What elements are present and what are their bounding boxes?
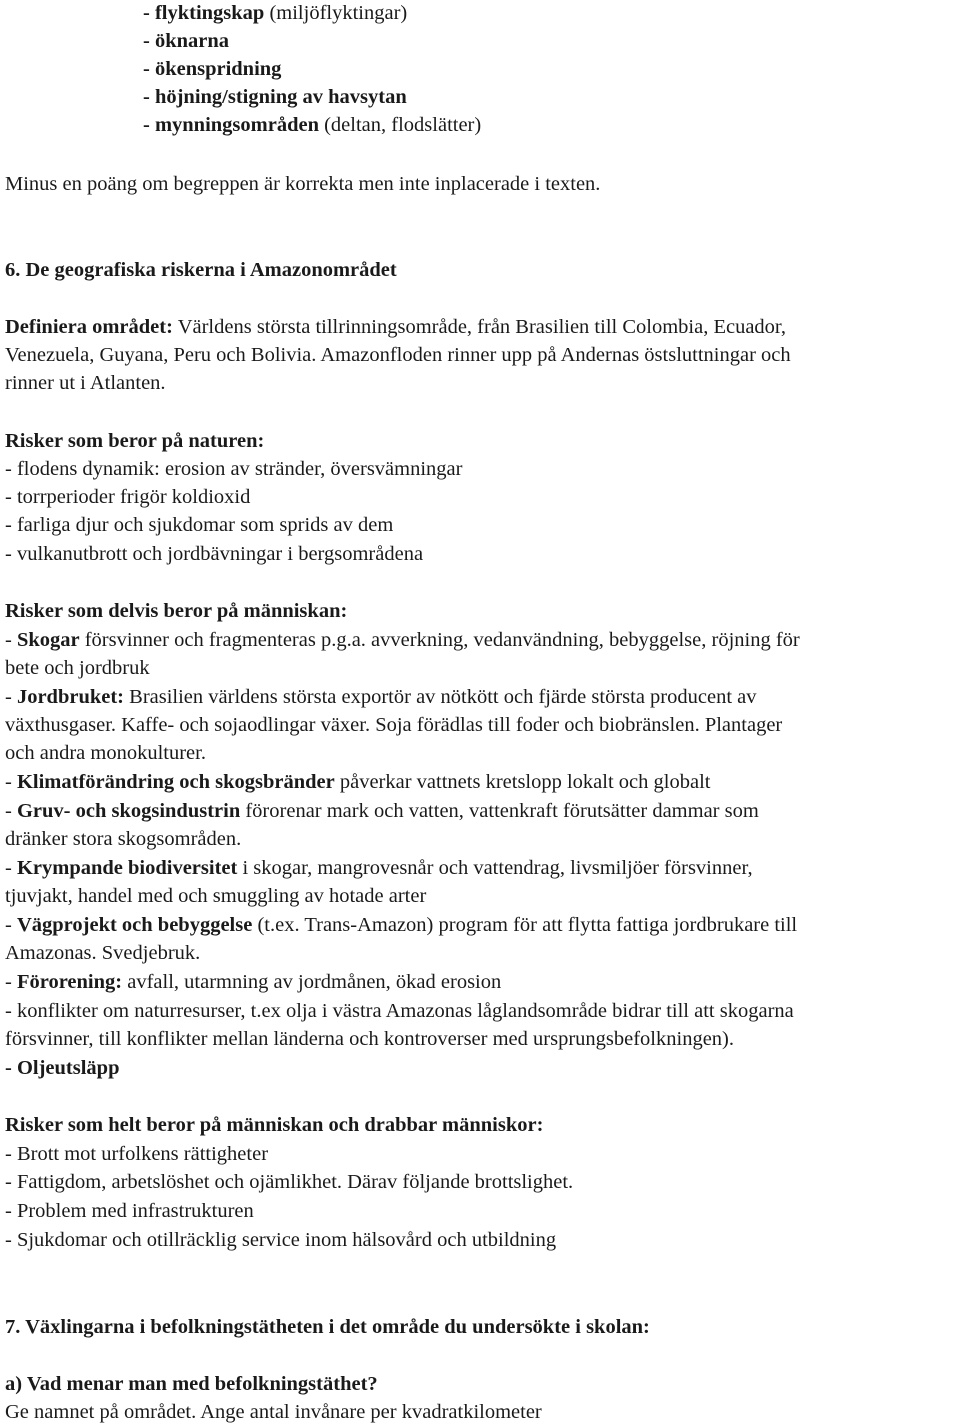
section-heading-q7: 7. Växlingarna i befolkningstätheten i det område du undersökte i skolan: xyxy=(5,1316,650,1338)
list-item: - flodens dynamik: erosion av stränder, översvämningar xyxy=(5,458,463,480)
definition-line: Venezuela, Guyana, Peru och Bolivia. Amazonfloden rinner upp på Andernas östsluttningar och xyxy=(5,344,791,366)
definition-line: Definiera området: Världens största tillrinningsområde, från Brasilien till Colombia, Ecuador, xyxy=(5,316,787,338)
grading-note: Minus en poäng om begreppen är korrekta men inte inplacerade i texten. xyxy=(5,173,601,195)
list-item-continuation: och andra monokulturer. xyxy=(5,742,206,764)
list-item-continuation: Amazonas. Svedjebruk. xyxy=(5,942,201,964)
subheading-partly-human-risks: Risker som delvis beror på människan: xyxy=(5,600,348,622)
list-item: - Fattigdom, arbetslöshet och ojämlikhet. Därav följande brottslighet. xyxy=(5,1171,574,1193)
list-item: - ökenspridning xyxy=(143,58,282,80)
list-item: - torrperioder frigör koldioxid xyxy=(5,486,251,508)
list-item: - Problem med infrastrukturen xyxy=(5,1200,254,1222)
list-item: - Oljeutsläpp xyxy=(5,1057,120,1079)
list-item: - Jordbruket: Brasilien världens största exportör av nötkött och fjärde största producent av xyxy=(5,686,757,708)
subheading-nature-risks: Risker som beror på naturen: xyxy=(5,430,265,452)
list-item: - vulkanutbrott och jordbävningar i bergsområdena xyxy=(5,543,424,565)
list-item: - Förorening: avfall, utarmning av jordmånen, ökad erosion xyxy=(5,971,502,993)
list-item-continuation: dränker stora skogsområden. xyxy=(5,828,242,850)
definition-line: rinner ut i Atlanten. xyxy=(5,372,166,394)
list-item: - Skogar försvinner och fragmenteras p.g.a. avverkning, vedanvändning, bebyggelse, röjning för xyxy=(5,629,800,651)
list-item: - konflikter om naturresurser, t.ex olja i västra Amazonas låglandsområde bidrar till att skogarna xyxy=(5,1000,794,1022)
list-item-continuation: bete och jordbruk xyxy=(5,657,150,679)
list-item: - Klimatförändring och skogsbränder påverkar vattnets kretslopp lokalt och globalt xyxy=(5,771,711,793)
list-item: - farliga djur och sjukdomar som sprids av dem xyxy=(5,514,394,536)
list-item: - höjning/stigning av havsytan xyxy=(143,86,407,108)
subquestion-text: Ge namnet på området. Ange antal invånare per kvadratkilometer xyxy=(5,1401,542,1423)
list-item: - Gruv- och skogsindustrin förorenar mark och vatten, vattenkraft förutsätter dammar som xyxy=(5,800,759,822)
list-item: - Vägprojekt och bebyggelse (t.ex. Trans-Amazon) program för att flytta fattiga jordbrukare till xyxy=(5,914,798,936)
section-heading-q6: 6. De geografiska riskerna i Amazonområdet xyxy=(5,259,397,281)
list-item-continuation: tjuvjakt, handel med och smuggling av hotade arter xyxy=(5,885,427,907)
subquestion-heading-7a: a) Vad menar man med befolkningstäthet? xyxy=(5,1373,378,1395)
list-item: - Sjukdomar och otillräcklig service inom hälsovård och utbildning xyxy=(5,1229,557,1251)
list-item: - Krympande biodiversitet i skogar, mangrovesnår och vattendrag, livsmiljöer försvinner, xyxy=(5,857,753,879)
list-item: - mynningsområden (deltan, flodslätter) xyxy=(143,114,482,136)
list-item: - öknarna xyxy=(143,30,230,52)
subheading-fully-human-risks: Risker som helt beror på människan och drabbar människor: xyxy=(5,1114,544,1136)
list-item: - flyktingskap (miljöflyktingar) xyxy=(143,2,408,24)
list-item: - Brott mot urfolkens rättigheter xyxy=(5,1143,269,1165)
list-item-continuation: växthusgaser. Kaffe- och sojaodlingar växer. Soja förädlas till foder och biobränslen. Plantager xyxy=(5,714,783,736)
list-item-continuation: försvinner, till konflikter mellan länderna och kontroverser med ursprungsbefolkningen). xyxy=(5,1028,735,1050)
